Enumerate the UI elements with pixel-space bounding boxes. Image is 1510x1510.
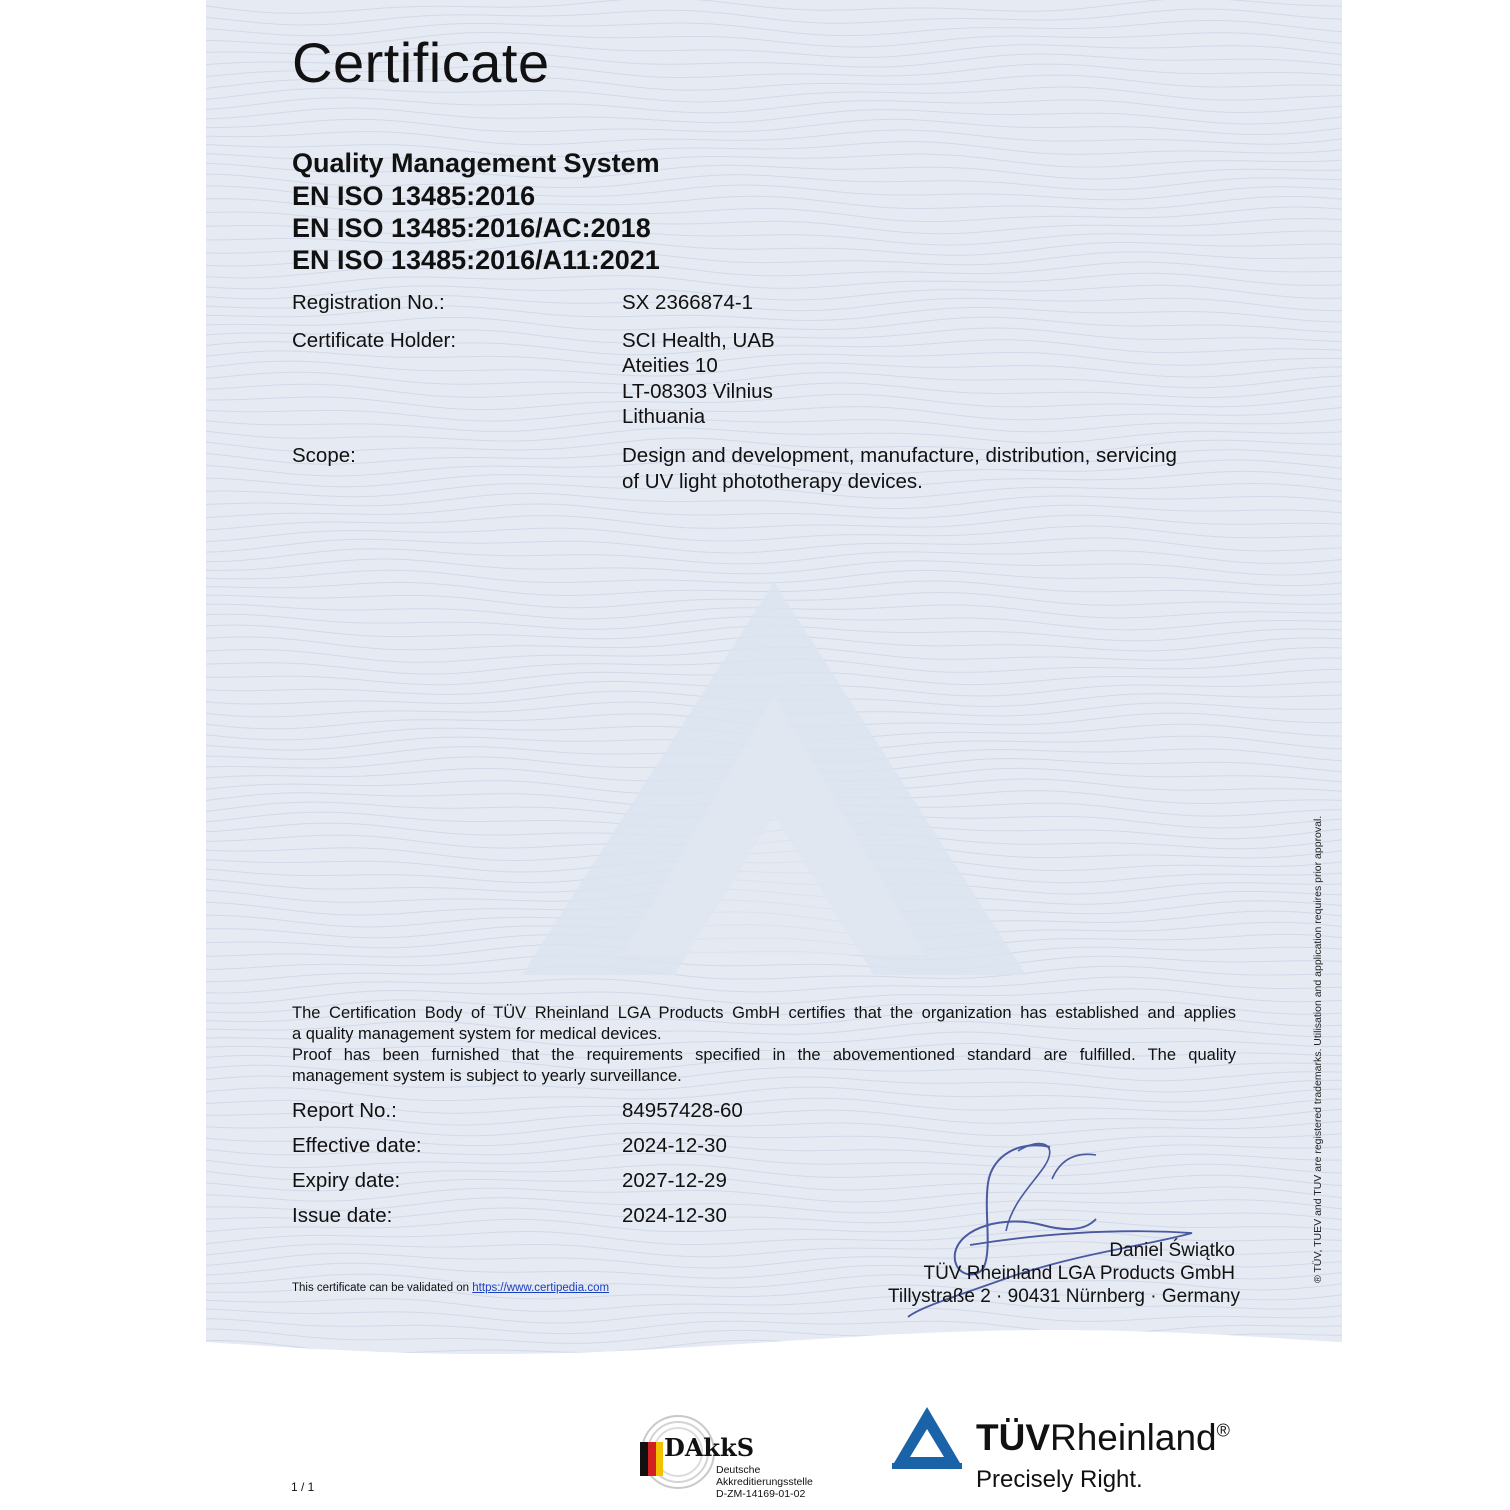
certificate-title: Certificate [292,31,550,94]
effective-date-label: Effective date: [292,1134,422,1157]
standard-line: EN ISO 13485:2016/AC:2018 [292,213,651,243]
registration-label: Registration No.: [292,291,445,314]
statement-line: a quality management system for medical devices. [292,1025,662,1043]
report-label: Report No.: [292,1099,397,1122]
effective-date-value: 2024-12-30 [622,1134,727,1157]
scope-line: of UV light phototherapy devices. [622,470,923,493]
holder-line: LT-08303 Vilnius [622,380,773,403]
holder-label: Certificate Holder: [292,329,457,352]
holder-line: SCI Health, UAB [622,329,775,352]
issue-date-label: Issue date: [292,1204,393,1227]
registration-value: SX 2366874-1 [622,291,754,314]
expiry-date-label: Expiry date: [292,1169,401,1192]
report-value: 84957428-60 [622,1099,743,1122]
certipedia-link[interactable]: https://www.certipedia.com [472,1282,610,1294]
standard-line: EN ISO 13485:2016 [292,181,536,211]
standard-line: Quality Management System [292,148,660,178]
tuv-brand-regular: Rheinland [1050,1417,1217,1458]
dakks-line: Akkreditierungsstelle [716,1476,813,1488]
holder-line: Ateities 10 [622,354,718,377]
issue-date-value: 2024-12-30 [622,1204,727,1227]
registered-mark: ® [1216,1420,1230,1441]
tuv-triangle-icon [892,1405,962,1469]
dakks-name: DAkkS [664,1433,755,1462]
statement-line: management system is subject to yearly surveillance. [292,1067,682,1085]
statement-line: Proof has been furnished that the requirements specified in the abovementioned standard are fulfilled. The quality [292,1046,1236,1064]
trademark-note: ® TÜV, TUEV and TUV are registered trademarks. Utilisation and application requires prior approval. [1312,815,1324,1283]
page-number: 1 / 1 [291,1480,315,1494]
holder-line: Lithuania [622,405,706,428]
validation-text: This certificate can be validated on [292,1282,473,1294]
validation-note [292,1282,609,1294]
dakks-line: Deutsche [716,1464,761,1476]
dakks-line: D-ZM-14169-01-02 [716,1488,806,1500]
tuv-tagline: Precisely Right. [976,1466,1143,1493]
expiry-date-value: 2027-12-29 [622,1169,727,1192]
signatory-company: TÜV Rheinland LGA Products GmbH [923,1263,1235,1284]
signatory-name: Daniel Świątko [1109,1240,1235,1261]
standard-line: EN ISO 13485:2016/A11:2021 [292,245,660,275]
scope-label: Scope: [292,444,356,467]
tuv-brand [976,1417,1230,1459]
statement-line: The Certification Body of TÜV Rheinland LGA Products GmbH certifies that the organization has established and applies [292,1004,1236,1022]
signatory-address: Tillystraße 2 · 90431 Nürnberg · Germany [888,1286,1240,1307]
scope-line: Design and development, manufacture, distribution, servicing [622,444,1177,467]
tuv-brand-bold: TÜV [976,1417,1050,1458]
